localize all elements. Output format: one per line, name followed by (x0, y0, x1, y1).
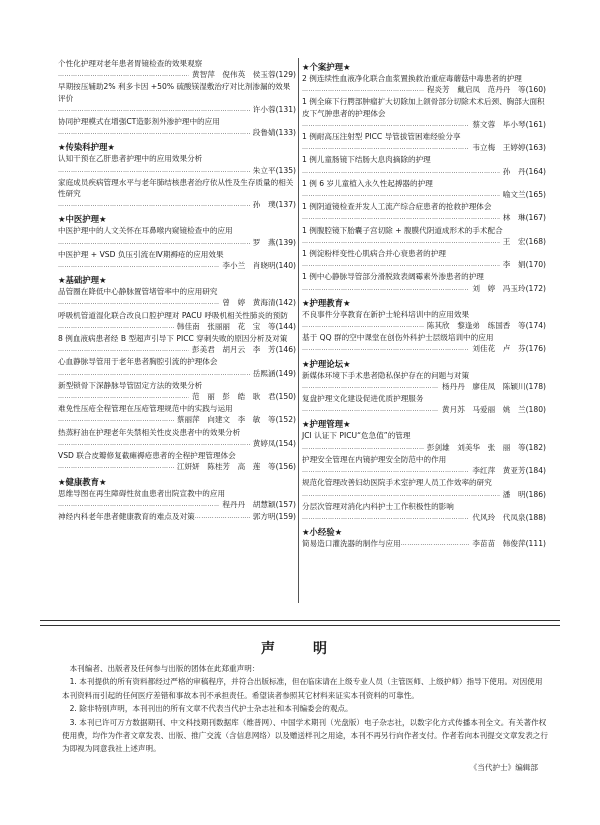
entry-authors-page: 杨丹丹 廖佳凤 陈颖川(178) (442, 381, 546, 391)
toc-entry[interactable] (302, 178, 546, 200)
entry-authors-page: 郭方明(159) (252, 511, 296, 521)
entry-authors-page: 段鲁婧(133) (252, 128, 296, 138)
statement-paragraph: 2. 除非特别声明，本刊刊出的所有文章不代表当代护士杂志社和本刊编委会的观点。 (69, 704, 353, 714)
leader-dots (302, 189, 500, 200)
section-heading: ★中医护理★ (58, 214, 107, 225)
section-heading: ★护理管理★ (302, 419, 351, 430)
toc-entry[interactable] (58, 403, 296, 425)
toc-entry[interactable] (58, 488, 296, 510)
entry-title: 1 例腹腔镜下胎囊子宫切除 + 腹膜代阴道成形术的手术配合 (302, 225, 503, 235)
entry-authors-page: 蔡丽萍 向建文 李 敏 等(152) (176, 415, 296, 425)
statement-paragraph: 1. 本刊提供的所有资料都经过严格的审稿程序，并符合出版标准，但在临床请在上级专业人员（主管医师、上级护师）指导下使用。对因使用本刊资料而引起的任何医疗差错和事故本刊不承担责任。希望读者参照其它材料来证实本刊资料的可靠性。 (62, 677, 543, 700)
entry-authors-page: 李小兰 肖晓明(140) (222, 261, 296, 271)
toc-entry[interactable] (302, 538, 546, 549)
entry-authors-page: 曾 婷 黄海清(142) (222, 298, 296, 308)
leader-dots (58, 461, 174, 472)
separator-bottom (40, 625, 560, 626)
toc-entry[interactable] (302, 225, 546, 247)
entry-authors-page: 韩佳南 张丽丽 花 宝 等(144) (176, 321, 296, 331)
entry-authors-page: 刘 婷 冯玉玲(172) (472, 283, 546, 293)
entry-authors-page: 江妍妍 陈桂芳 高 莲 等(156) (176, 462, 296, 472)
leader-dots (302, 166, 500, 177)
toc-entry[interactable] (302, 309, 546, 331)
leader-dots (58, 368, 250, 379)
entry-authors-page: 岳熙涵(149) (252, 368, 296, 378)
leader-dots (302, 142, 469, 153)
toc-entry[interactable] (302, 271, 546, 293)
toc-entry[interactable] (58, 310, 296, 332)
section-heading: ★护理教育★ (302, 297, 351, 308)
leader-dots (302, 212, 500, 223)
toc-entry[interactable] (302, 501, 546, 523)
entry-authors-page: 潘 明(186) (502, 489, 546, 499)
leader-dots (195, 511, 250, 522)
toc-entry[interactable] (58, 153, 296, 175)
entry-authors-page: 韦立梅 王婷婷(163) (472, 143, 546, 153)
section-heading: ★健康教育★ (58, 476, 107, 487)
entry-authors-page: 范 丽 彭 皓 耿 君(150) (192, 392, 296, 402)
leader-dots (401, 538, 470, 549)
separator-top (40, 620, 560, 621)
toc-left-column (58, 58, 296, 523)
toc-entry[interactable] (58, 333, 296, 355)
entry-title: 热蒸籽油在护理老年失禁相关性皮炎患者中的效果分析 (58, 427, 241, 437)
entry-title: 规范化管理改善妇幼医院手术室护理人员工作效率的研究 (302, 478, 492, 488)
entry-title: 早期按压辅助2% 利多卡因 +50% 硫酸镁湿敷治疗对比剂渗漏的效果评价 (58, 82, 291, 103)
entry-authors-page: 黄婷凤(154) (252, 438, 296, 448)
toc-entry[interactable] (302, 370, 546, 392)
statement-signature: 《当代护士》编辑部 (469, 763, 538, 772)
entry-title: 基于 QQ 群的空中课堂在创伤外科护士层级培训中的应用 (302, 333, 494, 343)
leader-dots (302, 84, 424, 95)
leader-dots (58, 297, 219, 308)
entry-title: 个性化护理对老年患者胃镜检查的效果观察 (58, 59, 203, 68)
toc-entry[interactable] (302, 393, 546, 415)
entry-authors-page: 朱立平(135) (252, 165, 296, 175)
toc-entry[interactable] (58, 249, 296, 271)
leader-dots (58, 104, 250, 115)
entry-authors-page: 王 宏(168) (502, 236, 546, 246)
toc-entry[interactable] (302, 96, 546, 130)
section-heading: ★个案护理★ (302, 62, 351, 72)
section-heading: ★传染科护理★ (58, 142, 115, 153)
entry-authors-page: 许小蓉(131) (252, 104, 296, 114)
toc-entry[interactable] (58, 225, 296, 247)
entry-title: JCI 认证下 PICU“危急值”的管理 (302, 431, 411, 441)
entry-authors-page: 李红萍 黄亚芳(184) (472, 466, 546, 476)
leader-dots (58, 165, 250, 176)
section-heading: ★小经验★ (302, 527, 343, 538)
leader-dots (302, 381, 439, 392)
leader-dots (302, 343, 469, 354)
entry-title: 1 例儿童肠镜下结肠大息肉摘除的护理 (302, 155, 431, 165)
entry-authors-page: 黄月苏 马爱丽 姚 兰(180) (442, 405, 546, 415)
toc-entry[interactable] (58, 177, 296, 211)
entry-title: 2 例连续性血液净化联合血浆置换救治重症毒蘑菇中毒患者的护理 (302, 74, 522, 83)
entry-title: 中医护理 + VSD 负压引流在Ⅳ期褥疮的应用效果 (58, 249, 224, 259)
leader-dots (58, 499, 219, 510)
leader-dots (58, 344, 189, 355)
leader-dots (302, 236, 500, 247)
section-heading: ★护理论坛★ (302, 358, 351, 369)
toc-entry[interactable] (58, 286, 296, 308)
entry-authors-page: 林 琳(167) (502, 213, 546, 223)
toc-entry[interactable] (302, 201, 546, 223)
entry-title: 1 例淀粉样变性心肌病合并心衰患者的护理 (302, 249, 446, 259)
entry-title: 护理安全管理在内镜护理安全防范中的作用 (302, 454, 447, 464)
statement-title: 声 明 (261, 641, 339, 657)
toc-entry[interactable] (302, 430, 546, 452)
entry-title: 协同护理模式在增强CT造影剂外渗护理中的应用 (58, 117, 220, 127)
leader-dots (302, 259, 500, 270)
entry-title: 认知干预在乙肝患者护理中的应用效果分析 (58, 154, 203, 164)
entry-title: 新媒体环境下手术患者隐私保护存在的问题与对策 (302, 370, 470, 380)
entry-title: 复盘护理文化建设促进优质护理服务 (302, 394, 424, 404)
entry-title: 神经内科老年患者健康教育的难点及对策 (58, 511, 195, 521)
leader-dots (302, 119, 469, 130)
entry-authors-page: 陈其欣 黎逢弟 练国香 等(174) (426, 321, 546, 331)
entry-authors-page: 孙 璞(137) (252, 200, 296, 210)
entry-title: 中医护理中的人文关怀在耳鼻喉内窥镜检查中的应用 (58, 226, 233, 236)
entry-title: VSD 联合皮瓣修复截瘫褥疮患者的全程护理管理体会 (58, 451, 236, 461)
leader-dots (302, 283, 469, 294)
leader-dots (58, 260, 219, 271)
leader-dots (302, 442, 424, 453)
toc-entry[interactable] (302, 477, 546, 499)
entry-title: 8 例血液病患者经 B 型超声引导下 PICC 穿刺失败的原因分析及对策 (58, 334, 288, 344)
toc-entry[interactable] (302, 248, 546, 270)
toc-entry[interactable] (58, 427, 296, 449)
statement-intro: 本刊编者、出版者及任何参与出版的团体在此郑重声明： (69, 664, 260, 673)
entry-title: 不良事件分享教育在新护士轮科培训中的应用效果 (302, 309, 470, 319)
entry-authors-page: 李 娟(170) (502, 260, 546, 270)
entry-title: 新型锁骨下深静脉导管固定方法的效果分析 (58, 380, 203, 390)
leader-dots (58, 321, 174, 332)
entry-title: 1 例 6 岁儿童植入永久性起搏器的护理 (302, 178, 433, 188)
leader-dots (58, 69, 189, 80)
toc-entry[interactable] (302, 454, 546, 476)
entry-title: 家庭成员疾病管理水平与老年肺结核患者治疗依从性及生存质量的相关性研究 (58, 177, 294, 199)
leader-dots (58, 199, 250, 210)
entry-title: 1 例阴道镜检查并发人工流产综合症患者的抢救护理体会 (302, 202, 492, 212)
toc-entry[interactable] (302, 131, 546, 153)
toc-right-column (302, 58, 546, 550)
leader-dots (302, 320, 424, 331)
entry-title: 分层次管理对消化内科护士工作积极性的影响 (302, 501, 454, 511)
entry-authors-page: 喻文兰(165) (502, 190, 546, 200)
entry-title: 呼吸机管道湿化联合改良口腔护理对 PACU 呼吸机相关性肺炎的预防 (58, 310, 288, 320)
toc-entry[interactable] (58, 380, 296, 402)
entry-authors-page: 蔡文蓉 毕小琴(161) (472, 119, 546, 129)
entry-title: 1 例耐高压注射型 PICC 导管拔管困难经验分享 (302, 132, 461, 142)
entry-title: 思维导图在再生障碍性贫血患者出院宣教中的应用 (58, 488, 226, 498)
column-divider (298, 58, 299, 603)
entry-authors-page: 李苗苗 韩俊萍(111) (472, 539, 546, 549)
leader-dots (58, 414, 174, 425)
entry-authors-page: 程丹丹 胡慧颖(157) (222, 499, 296, 509)
entry-title: 品管圈在降低中心静脉置管堵管率中的应用研究 (58, 287, 218, 297)
leader-dots (58, 438, 250, 449)
entry-authors-page: 彭剑雄 刘美华 张 丽 等(182) (426, 442, 546, 452)
toc-entry[interactable] (58, 81, 296, 115)
entry-authors-page: 罗 燕(139) (252, 237, 296, 247)
toc-entry[interactable] (58, 450, 296, 472)
section-heading: ★基础护理★ (58, 275, 107, 286)
leader-dots (302, 512, 469, 523)
toc-entry[interactable] (58, 356, 296, 378)
toc-entry[interactable] (302, 154, 546, 176)
entry-authors-page: 黄智萍 倪伟英 侯玉蓉(129) (192, 70, 296, 80)
toc-entry[interactable] (302, 332, 546, 354)
entry-authors-page: 刘佳花 卢 芬(176) (472, 344, 546, 354)
toc-entry[interactable] (58, 58, 296, 80)
leader-dots (302, 465, 469, 476)
toc-entry[interactable] (302, 73, 546, 95)
entry-authors-page: 孙 丹(164) (502, 166, 546, 176)
leader-dots (302, 489, 500, 500)
leader-dots (58, 237, 250, 248)
entry-title: 心血静脉导管用于老年患者胸腔引流的护理体会 (58, 357, 218, 367)
leader-dots (58, 391, 189, 402)
statement-body (62, 662, 548, 756)
entry-title: 1 例中心静脉导管部分滑脱致表阔霉素外渗患者的护理 (302, 272, 484, 282)
toc-entry[interactable] (58, 511, 296, 522)
entry-authors-page: 彭美君 胡月云 李 芳(146) (192, 345, 296, 355)
toc-entry[interactable] (58, 116, 296, 138)
entry-title: 简易造口灌洗器的制作与应用 (302, 539, 401, 549)
leader-dots (58, 127, 250, 138)
entry-title: 1 例全麻下行腭部肿瘤扩大切除加上颌骨部分切除术术后颈、胸部大面积皮下气肿患者的护理体会 (302, 97, 545, 118)
statement-paragraph: 3. 本刊已许可万方数据期刊、中文科技期刊数据库（维普网）、中国学术期刊（光盘版）电子杂志社，以数字化方式传播本刊全文。有关著作权使用费，均作为作者文章发表、出版、推广交流（含信息网络）以及赠送样刊之用途，本刊不再另行向作者支付。作者若向本刊提交文章发表之行为即视为同意我社上述声明。 (62, 717, 548, 754)
entry-authors-page: 程炎芳 戴启凤 范丹丹 等(160) (426, 85, 546, 95)
leader-dots (302, 404, 439, 415)
entry-title: 难免性压疮全程管理在压疮管理规范中的实践与运用 (58, 404, 233, 414)
entry-authors-page: 代风玲 代凤泉(188) (472, 512, 546, 522)
